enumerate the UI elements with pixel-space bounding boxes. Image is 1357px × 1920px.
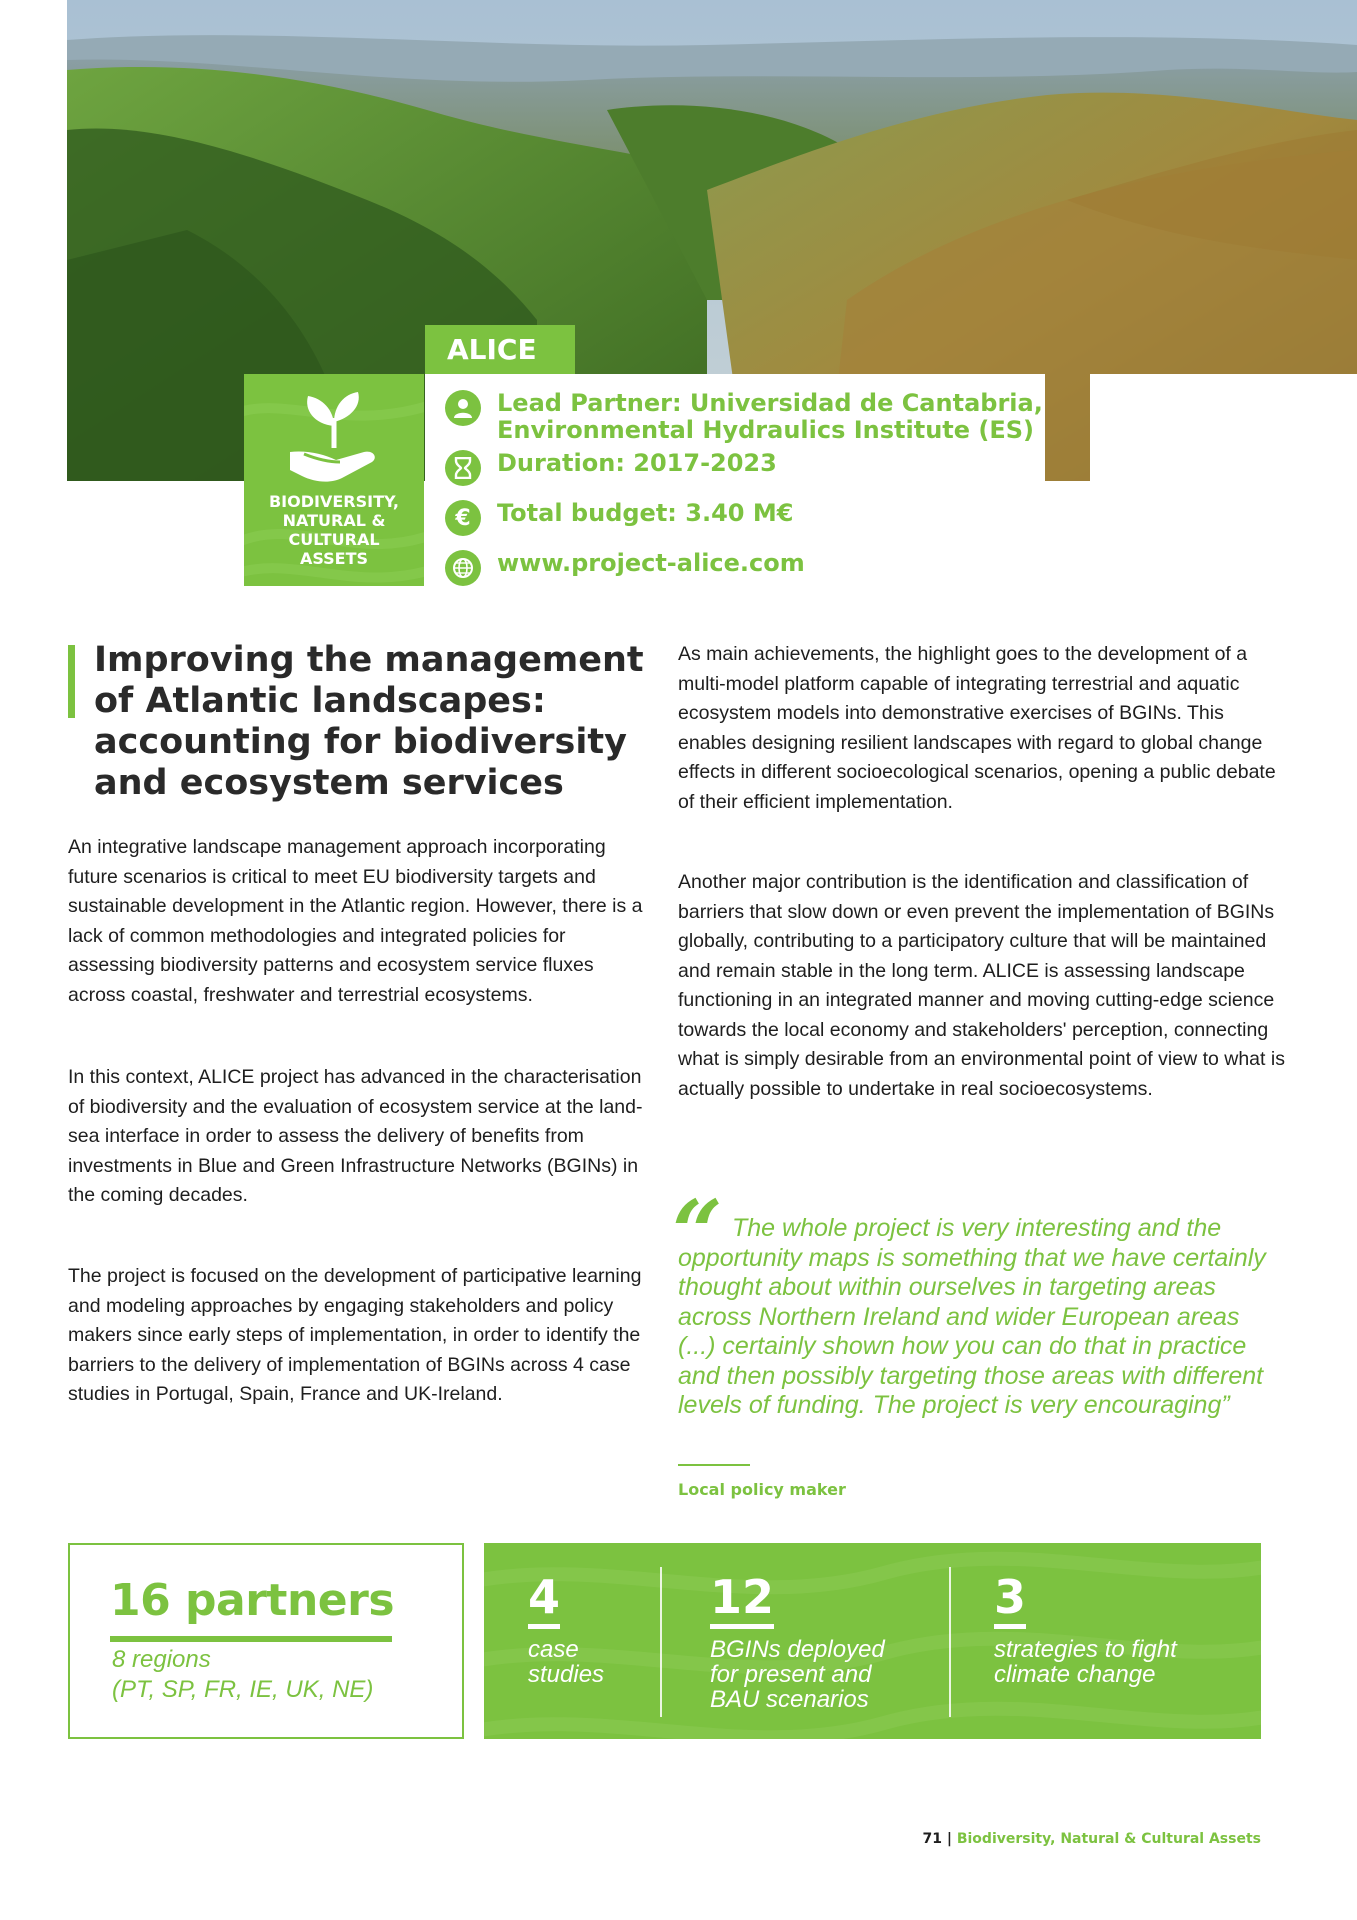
category-line-4: ASSETS	[299, 549, 369, 568]
budget-row	[445, 500, 793, 536]
stat-desc-line-2: for present and	[710, 1661, 872, 1688]
category-line-3: CULTURAL	[288, 530, 380, 549]
stat-underline	[994, 1624, 1026, 1629]
headline-line-2: of Atlantic landscapes:	[94, 681, 546, 721]
stat-bgins	[710, 1571, 885, 1712]
duration-text: Duration: 2017-2023	[497, 449, 777, 477]
stat-case-studies	[528, 1571, 604, 1687]
headline-line-3: accounting for biodiversity	[94, 722, 627, 762]
category-line-2: NATURAL &	[282, 511, 386, 530]
body-paragraph-1: An integrative landscape management approach incorporating future scenarios is critical to meet EU biodiversity targets and sustainable development in the Atlantic region. However, there is a lack of common methodologies and integrated policies for assessing biodiversity patterns and ecosystem service fluxes across coastal, freshwater and terrestrial ecosystems.	[68, 836, 643, 1006]
page-number: 71	[922, 1831, 942, 1847]
stat-value-text: 4	[528, 1570, 561, 1624]
stat-value-text: 3	[994, 1570, 1027, 1624]
stat-divider-1	[660, 1567, 662, 1717]
category-label	[244, 492, 424, 568]
stat-underline	[528, 1624, 560, 1629]
headline-accent-bar	[68, 645, 75, 718]
stat-value	[994, 1571, 1026, 1623]
headline-line-1: Improving the management	[94, 640, 644, 680]
key-figures-panel	[484, 1543, 1261, 1739]
quote-author: Local policy maker	[678, 1480, 846, 1499]
footer-section: Biodiversity, Natural & Cultural Assets	[956, 1831, 1261, 1847]
partners-count: 16 partners	[110, 1575, 395, 1626]
stat-value-text: 12	[710, 1570, 775, 1624]
stat-desc-line-1: case	[528, 1636, 579, 1663]
stat-desc-line-1: strategies to fight	[994, 1636, 1177, 1663]
quote-divider	[678, 1464, 750, 1466]
hero-white-corner	[1090, 374, 1357, 481]
lead-partner-line-1: Lead Partner: Universidad de Cantabria,	[497, 389, 1043, 417]
headline-line-4: and ecosystem services	[94, 763, 564, 803]
stat-divider-2	[949, 1567, 951, 1717]
website-link[interactable]: www.project-alice.com	[497, 549, 805, 577]
stat-description	[994, 1637, 1177, 1687]
category-badge	[244, 374, 424, 586]
lead-partner-row	[445, 390, 1043, 444]
plant-hand-icon	[284, 388, 384, 488]
project-name-tab: ALICE	[425, 325, 575, 375]
euro-icon: €	[445, 500, 481, 536]
body-paragraph-2: In this context, ALICE project has advanced in the characterisation of biodiversity and the evaluation of ecosystem service at the land-sea interface in order to assess the delivery of benefits from investments in Blue and Green Infrastructure Networks (BGINs) in the coming decades.	[68, 1066, 643, 1206]
lead-partner-text	[497, 390, 1043, 444]
person-icon	[445, 390, 481, 426]
stat-value	[710, 1571, 774, 1623]
body-paragraph-4: As main achievements, the highlight goes to the development of a multi-model platform capable of integrating terrestrial and aquatic ecosystem models into demonstrative exercises of BGINs. This enables designing resilient landscapes with regard to global change effects in different socioecological scenarios, opening a public debate of their efficient implementation.	[678, 643, 1276, 813]
website-row[interactable]	[445, 550, 805, 586]
footer-separator: |	[941, 1831, 957, 1847]
quote-text: The whole project is very interesting and the opportunity maps is something that we have certainly thought about within ourselves in targeting areas across Northern Ireland and wider European areas (...) certainly shown how you can do that in practice and then possibly targeting those areas with different levels of funding. The project is very encouraging”	[678, 1214, 1266, 1419]
partners-regions	[112, 1645, 373, 1705]
stat-description	[528, 1637, 604, 1687]
stat-desc-line-3: BAU scenarios	[710, 1686, 869, 1713]
body-paragraph-3: The project is focused on the development of participative learning and modeling approaches by engaging stakeholders and policy makers since early steps of implementation, in order to identify the barriers to the delivery of implementation of BGINs across 4 case studies in Portugal, Spain, France and UK-Ireland.	[68, 1265, 642, 1405]
stat-description	[710, 1637, 885, 1712]
hourglass-icon	[445, 450, 481, 486]
stat-underline	[710, 1624, 774, 1629]
stat-value	[528, 1571, 560, 1623]
stat-strategies	[994, 1571, 1177, 1687]
lead-partner-line-2: Environmental Hydraulics Institute (ES)	[497, 416, 1035, 444]
regions-count: 8 regions	[112, 1646, 211, 1673]
stat-desc-line-2: climate change	[994, 1661, 1156, 1688]
duration-row	[445, 450, 777, 486]
testimonial-quote	[678, 1214, 1268, 1421]
budget-text: Total budget: 3.40 M€	[497, 499, 794, 527]
project-info-panel	[425, 374, 1045, 592]
partners-underline	[110, 1636, 392, 1642]
stat-desc-line-2: studies	[528, 1661, 605, 1688]
page-headline	[94, 640, 654, 804]
quote-icon: “	[672, 1180, 723, 1284]
stat-desc-line-1: BGINs deployed	[710, 1636, 885, 1663]
partners-stat-box	[68, 1543, 464, 1739]
regions-list: (PT, SP, FR, IE, UK, NE)	[112, 1676, 374, 1703]
category-line-1: BIODIVERSITY,	[268, 492, 400, 511]
globe-icon	[445, 550, 481, 586]
page-footer	[922, 1831, 1261, 1847]
body-paragraph-5: Another major contribution is the identification and classification of barriers that slow down or even prevent the implementation of BGINs globally, contributing to a participatory culture that will be maintained and remain stable in the long term. ALICE is assessing landscape functioning in an integrated manner and moving cutting-edge science towards the local economy and stakeholders' perception, connecting what is simply desirable from an environmental point of view to what is actually possible to undertake in real socioecosystems.	[678, 871, 1285, 1100]
